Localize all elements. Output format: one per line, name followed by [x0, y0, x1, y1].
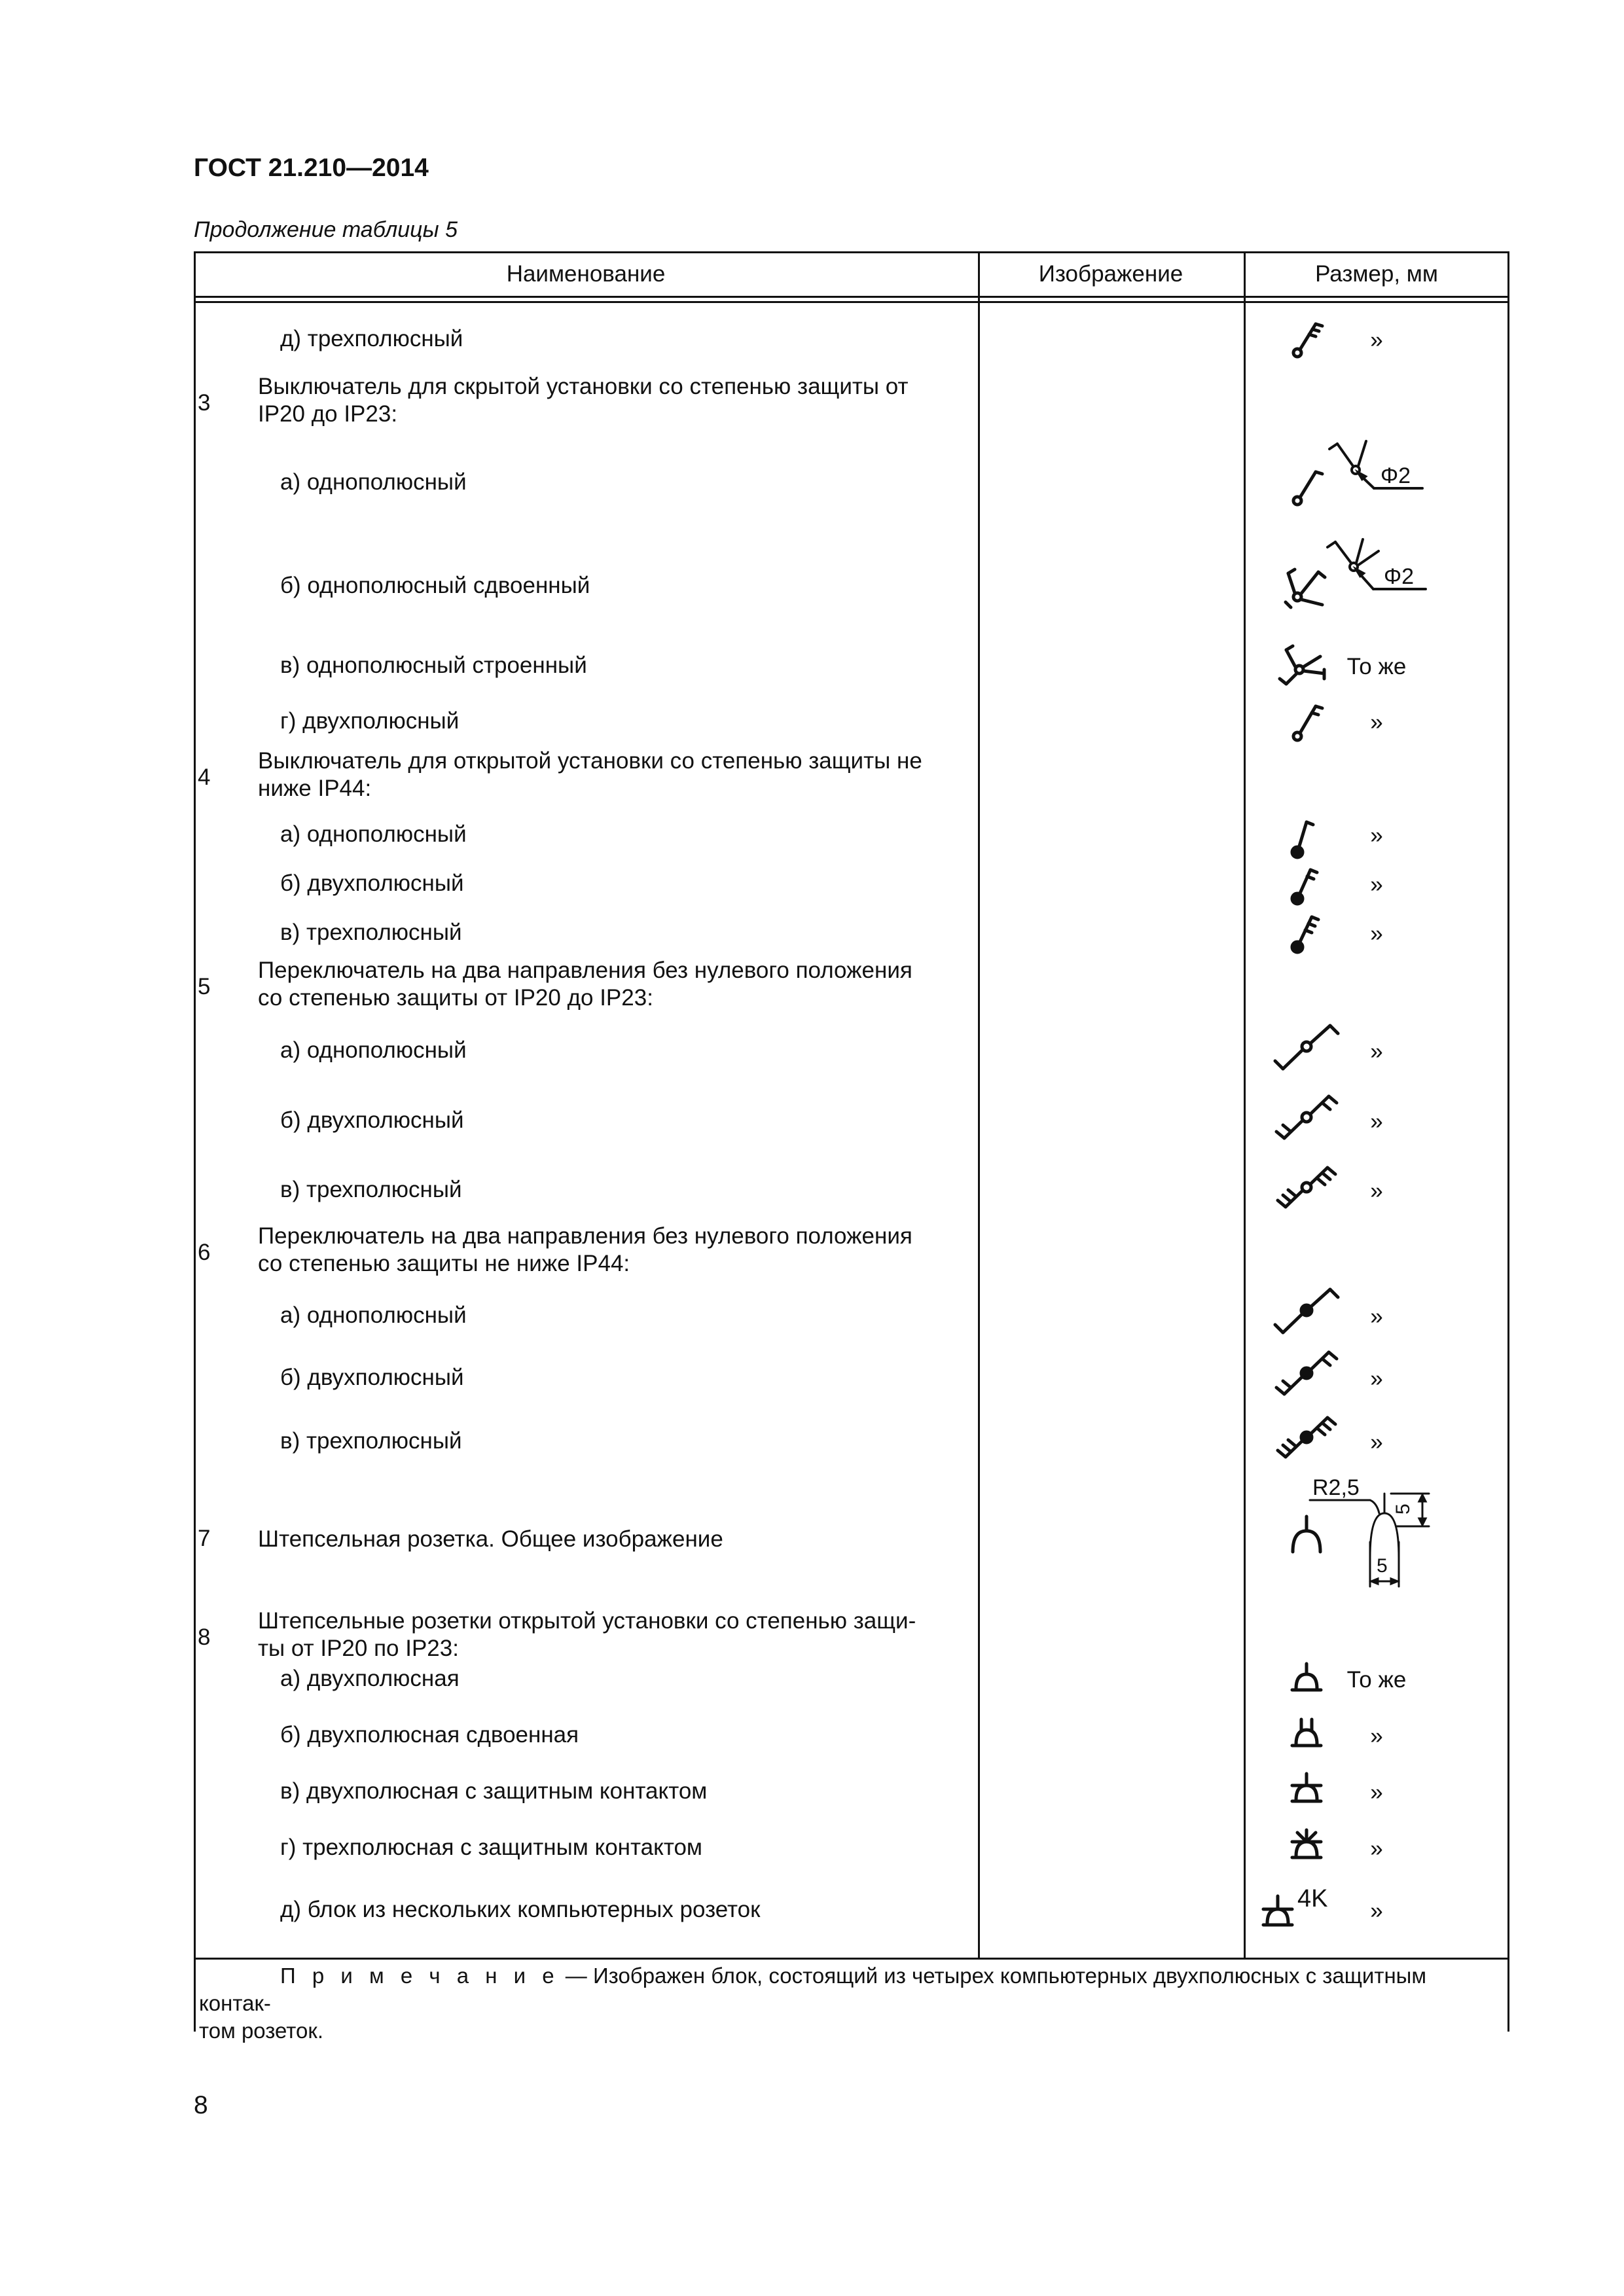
dimension-five-label: 5 — [1377, 1555, 1388, 1577]
size-cell: » — [1370, 921, 1383, 946]
note-label: П р и м е ч а н и е — [280, 1964, 560, 1988]
page-number: 8 — [194, 2091, 208, 2119]
dimension-five-label: 5 — [1392, 1503, 1414, 1515]
size-cell: » — [1370, 1898, 1383, 1924]
row-name — [258, 1223, 1168, 1278]
row-number: 4 — [198, 764, 211, 790]
row-name: б) однополюсный сдвоенный — [280, 573, 590, 598]
size-cell: » — [1370, 823, 1383, 848]
row-name: б) двухполюсный — [280, 1365, 464, 1390]
row-name: а) однополюсный — [280, 469, 467, 495]
size-cell: » — [1370, 1836, 1383, 1861]
row-name-line: Переключатель на два направления без нулевого положения — [258, 1223, 912, 1249]
dimension-radius-label: R2,5 — [1312, 1475, 1360, 1500]
header-divider — [194, 301, 1509, 303]
size-cell: » — [1370, 709, 1383, 735]
size-cell: » — [1370, 1304, 1383, 1329]
table-border-left — [194, 251, 196, 2032]
size-cell: » — [1370, 327, 1383, 353]
row-name-line: со степенью защиты не ниже IP44: — [258, 1251, 630, 1276]
size-cell: » — [1370, 1178, 1383, 1204]
row-name: д) трехполюсный — [280, 326, 463, 351]
row-name: б) двухполюсный — [280, 870, 464, 896]
table-caption: Продолжение таблицы 5 — [194, 217, 458, 242]
size-cell: » — [1370, 872, 1383, 897]
row-name-line: Выключатель для скрытой установки со степенью защиты от — [258, 374, 909, 399]
row-name-line: Переключатель на два направления без нулевого положения — [258, 958, 912, 983]
note-text-continued: том розеток. — [199, 2018, 324, 2043]
row-name: в) трехполюсный — [280, 1428, 462, 1454]
size-cell: То же — [1346, 654, 1407, 679]
symbols-table — [194, 251, 1509, 2043]
dimension-phi-label: Φ2 — [1380, 463, 1411, 488]
row-name: а) однополюсный — [280, 1302, 467, 1328]
row-name: г) двухполюсный — [280, 708, 460, 734]
dimension-phi-label: Φ2 — [1384, 564, 1415, 589]
row-name-line: ниже IP44: — [258, 776, 372, 801]
row-name — [258, 957, 1168, 1012]
row-name: в) трехполюсный — [280, 920, 462, 945]
size-cell: » — [1370, 1723, 1383, 1749]
row-number: 3 — [198, 390, 211, 416]
row-name: а) двухполюсная — [280, 1666, 460, 1691]
row-name: в) трехполюсный — [280, 1177, 462, 1202]
header-divider — [194, 296, 1509, 298]
row-name: в) однополюсный строенный — [280, 653, 587, 678]
table-column-divider — [978, 251, 980, 1960]
row-name — [258, 747, 1168, 802]
table-border-top — [194, 251, 1509, 253]
row-name-line: Штепсельные розетки открытой установки со степенью защи- — [258, 1608, 916, 1634]
size-cell: » — [1370, 1780, 1383, 1805]
row-name: а) однополюсный — [280, 821, 467, 847]
table-border-right — [1507, 251, 1509, 2032]
column-header: Наименование — [506, 261, 666, 287]
size-cell: То же — [1346, 1667, 1407, 1693]
doc-code: ГОСТ 21.210—2014 — [194, 154, 429, 182]
computer-block-label: 4K — [1297, 1885, 1328, 1912]
row-name — [258, 1607, 1168, 1662]
note-divider — [194, 1958, 1509, 1960]
table-note — [199, 1962, 1498, 2045]
column-header: Размер, мм — [1315, 261, 1438, 287]
size-cell: » — [1370, 1429, 1383, 1455]
row-name: г) трехполюсная с защитным контактом — [280, 1835, 702, 1860]
table-column-divider — [1244, 251, 1246, 1960]
size-cell: » — [1370, 1366, 1383, 1391]
row-name: д) блок из нескольких компьютерных розеток — [280, 1897, 761, 1922]
note-text: — Изображен блок, состоящий из четырех компьютерных двухполюсных с защитным контак- — [199, 1964, 1427, 2015]
size-cell: » — [1370, 1109, 1383, 1134]
row-name: б) двухполюсная сдвоенная — [280, 1722, 579, 1748]
row-number: 6 — [198, 1240, 211, 1265]
row-number: 7 — [198, 1526, 211, 1551]
row-name-line: со степенью защиты от IP20 до IP23: — [258, 985, 653, 1011]
row-name-line: ты от IP20 по IP23: — [258, 1636, 459, 1661]
row-name — [258, 373, 1168, 428]
size-cell: » — [1370, 1039, 1383, 1064]
row-number: 5 — [198, 974, 211, 999]
row-name: б) двухполюсный — [280, 1107, 464, 1133]
row-name: в) двухполюсная с защитным контактом — [280, 1778, 708, 1804]
row-name-line: Выключатель для открытой установки со степенью защиты не — [258, 748, 922, 774]
column-header: Изображение — [1038, 261, 1183, 287]
row-name: Штепсельная розетка. Общее изображение — [258, 1526, 723, 1552]
row-name-line: IP20 до IP23: — [258, 401, 398, 427]
row-name: а) однополюсный — [280, 1037, 467, 1063]
row-number: 8 — [198, 1624, 211, 1650]
